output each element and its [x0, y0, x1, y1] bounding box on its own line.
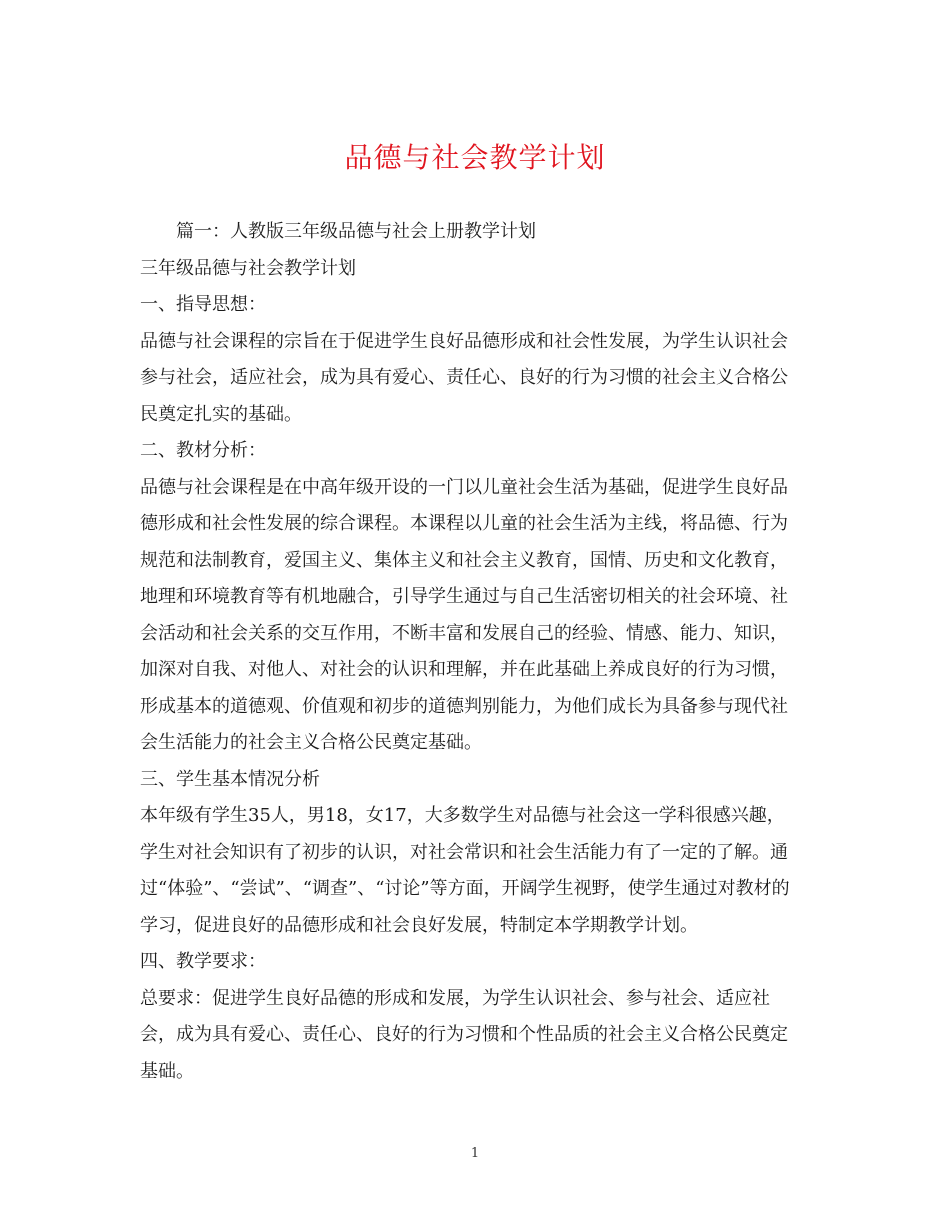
- text-line: 加深对自我、对他人、对社会的认识和理解，并在此基础上养成良好的行为习惯，: [140, 659, 788, 680]
- text-line: 会活动和社会关系的交互作用，不断丰富和发展自己的经验、情感、能力、知识，: [140, 622, 788, 644]
- text-line: 本年级有学生35人，男18，女17，大多数学生对品德与社会这一学科很感兴趣，: [140, 805, 785, 826]
- page-number: 1: [470, 1146, 480, 1161]
- document-body: [140, 214, 812, 1090]
- section-heading: 四、教学要求：: [140, 951, 266, 972]
- text-line: 学习，促进良好的品德形成和社会良好发展，特制定本学期教学计划。: [140, 914, 698, 936]
- text-line: 总要求：促进学生良好品德的形成和发展，为学生认识社会、参与社会、适应社: [140, 987, 770, 1009]
- text-line: 过“体验”、“尝试”、“调查”、“讨论”等方面，开阔学生视野，使学生通过对教材的: [140, 878, 790, 899]
- page-title: 品德与社会教学计划: [344, 141, 606, 174]
- text-line: 学生对社会知识有了初步的认识，对社会常识和社会生活能力有了一定的了解。通: [140, 841, 788, 863]
- section-heading: 一、指导思想：: [140, 294, 266, 315]
- text-line: 品德与社会课程的宗旨在于促进学生良好品德形成和社会性发展，为学生认识社会: [140, 330, 788, 352]
- section-heading: 三、学生基本情况分析: [140, 768, 320, 790]
- text-line: 参与社会，适应社会，成为具有爱心、责任心、良好的行为习惯的社会主义合格公: [140, 367, 788, 388]
- text-line: 基础。: [140, 1060, 194, 1082]
- text-line: 地理和环境教育等有机地融合，引导学生通过与自己生活密切相关的社会环境、社: [140, 586, 788, 607]
- text-line: 民奠定扎实的基础。: [140, 403, 302, 425]
- text-line: 德形成和社会性发展的综合课程。本课程以儿童的社会生活为主线，将品德、行为: [140, 513, 788, 534]
- text-line: 会，成为具有爱心、责任心、良好的行为习惯和个性品质的社会主义合格公民奠定: [140, 1024, 788, 1045]
- text-line: 会生活能力的社会主义合格公民奠定基础。: [140, 732, 482, 753]
- text-line: 三年级品德与社会教学计划: [140, 257, 356, 279]
- text-line: 规范和法制教育，爱国主义、集体主义和社会主义教育，国情、历史和文化教育，: [140, 549, 788, 571]
- text-line: 形成基本的道德观、价值观和初步的道德判别能力，为他们成长为具备参与现代社: [140, 695, 788, 717]
- text-line: 品德与社会课程是在中高年级开设的一门以儿童社会生活为基础，促进学生良好品: [140, 476, 788, 498]
- section-heading: 二、教材分析：: [140, 440, 266, 461]
- text-line: 篇一：人教版三年级品德与社会上册教学计划: [176, 221, 536, 242]
